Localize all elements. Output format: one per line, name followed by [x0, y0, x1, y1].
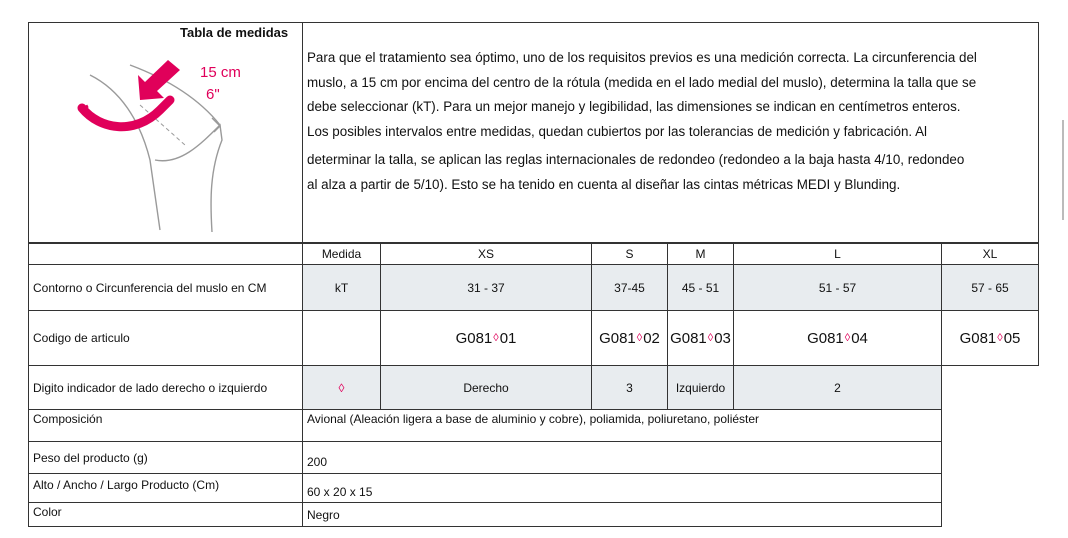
code-prefix: G081 — [670, 329, 707, 347]
weight-value: 200 — [302, 441, 942, 474]
code-suffix: 02 — [643, 329, 660, 347]
circumference-xs: 31 - 37 — [380, 264, 592, 311]
intro-paragraph — [307, 46, 1035, 198]
circumference-unit: kT — [302, 264, 381, 311]
side-marker-icon: ◊ — [707, 332, 714, 344]
article-code-m — [667, 310, 734, 366]
circumference-xl: 57 - 65 — [941, 264, 1039, 311]
measure-in-label: 6" — [206, 86, 220, 103]
header-row-label-cell — [28, 243, 303, 265]
scrollbar[interactable] — [1062, 120, 1064, 220]
code-suffix: 03 — [714, 329, 731, 347]
size-header-m: M — [667, 243, 734, 265]
measure-cm-label: 15 cm — [200, 64, 241, 81]
page-title: Tabla de medidas — [180, 25, 289, 40]
article-code-l — [733, 310, 942, 366]
article-code-s — [591, 310, 668, 366]
circumference-label: Contorno o Circunferencia del muslo en CM — [28, 264, 303, 311]
code-prefix: G081 — [455, 329, 493, 347]
intro-line: debe seleccionar (kT). Para un mejor manejo y legibilidad, las dimensiones se indican en centímetros enteros. — [307, 99, 961, 115]
code-suffix: 05 — [1003, 329, 1021, 347]
header-divider — [302, 22, 303, 243]
knee-outline — [155, 125, 222, 232]
side-marker-icon: ◊ — [997, 332, 1003, 344]
color-value: Negro — [302, 502, 942, 527]
intro-line: Para que el tratamiento sea óptimo, uno de los requisitos previos es una medición correcta. La circunferencia del — [307, 50, 977, 65]
circumference-m: 45 - 51 — [667, 264, 734, 311]
dimensions-value: 60 x 20 x 15 — [302, 473, 942, 503]
intro-line: muslo, a 15 cm por encima del centro de la rótula (medida en el lado medial del muslo), determina la talla que se — [307, 74, 977, 90]
size-header-xl: XL — [941, 243, 1039, 265]
side-right-digit: 3 — [591, 365, 668, 410]
size-header-xs: XS — [380, 243, 592, 265]
color-label: Color — [28, 502, 303, 527]
side-left-digit: 2 — [733, 365, 942, 410]
circumference-s: 37-45 — [591, 264, 668, 311]
intro-line: al alza a partir de 5/10). Esto se ha tenido en cuenta al diseñar las cintas métricas MEDI y Blunding. — [307, 176, 901, 192]
code-suffix: 01 — [499, 329, 517, 347]
side-digit-marker — [302, 365, 381, 410]
article-code-unit-cell — [302, 310, 381, 366]
measure-header: Medida — [302, 243, 381, 265]
code-prefix: G081 — [599, 329, 636, 347]
code-suffix: 04 — [851, 329, 868, 347]
size-header-s: S — [591, 243, 668, 265]
article-code-xs — [380, 310, 592, 366]
weight-label: Peso del producto (g) — [28, 441, 303, 474]
intro-line: Los posibles intervalos entre medidas, quedan cubiertos por las tolerancias de medición y fabricación. Al — [307, 123, 928, 139]
circumference-l: 51 - 57 — [733, 264, 942, 311]
composition-value: Avional (Aleación ligera a base de aluminio y cobre), poliamida, poliuretano, poliéster — [302, 409, 942, 442]
size-header-l: L — [733, 243, 942, 265]
dimensions-label: Alto / Ancho / Largo Producto (Cm) — [28, 473, 303, 503]
article-code-label: Codigo de articulo — [28, 310, 303, 366]
measure-band — [82, 100, 170, 127]
side-marker-icon: ◊ — [338, 380, 345, 395]
side-right-label: Derecho — [380, 365, 592, 410]
composition-label: Composición — [28, 409, 303, 442]
intro-line: determinar la talla, se aplican las reglas internacionales de redondeo (redondeo a la baja hasta 4/10, redondeo — [307, 152, 965, 168]
side-marker-icon: ◊ — [493, 332, 499, 344]
side-marker-icon: ◊ — [636, 332, 643, 344]
code-prefix: G081 — [959, 329, 997, 347]
measure-arrow — [138, 60, 180, 100]
code-prefix: G081 — [807, 329, 844, 347]
side-marker-icon: ◊ — [844, 332, 851, 344]
side-left-label: Izquierdo — [667, 365, 734, 410]
side-digit-label: Digito indicador de lado derecho o izquierdo — [28, 365, 303, 410]
article-code-xl — [941, 310, 1039, 366]
